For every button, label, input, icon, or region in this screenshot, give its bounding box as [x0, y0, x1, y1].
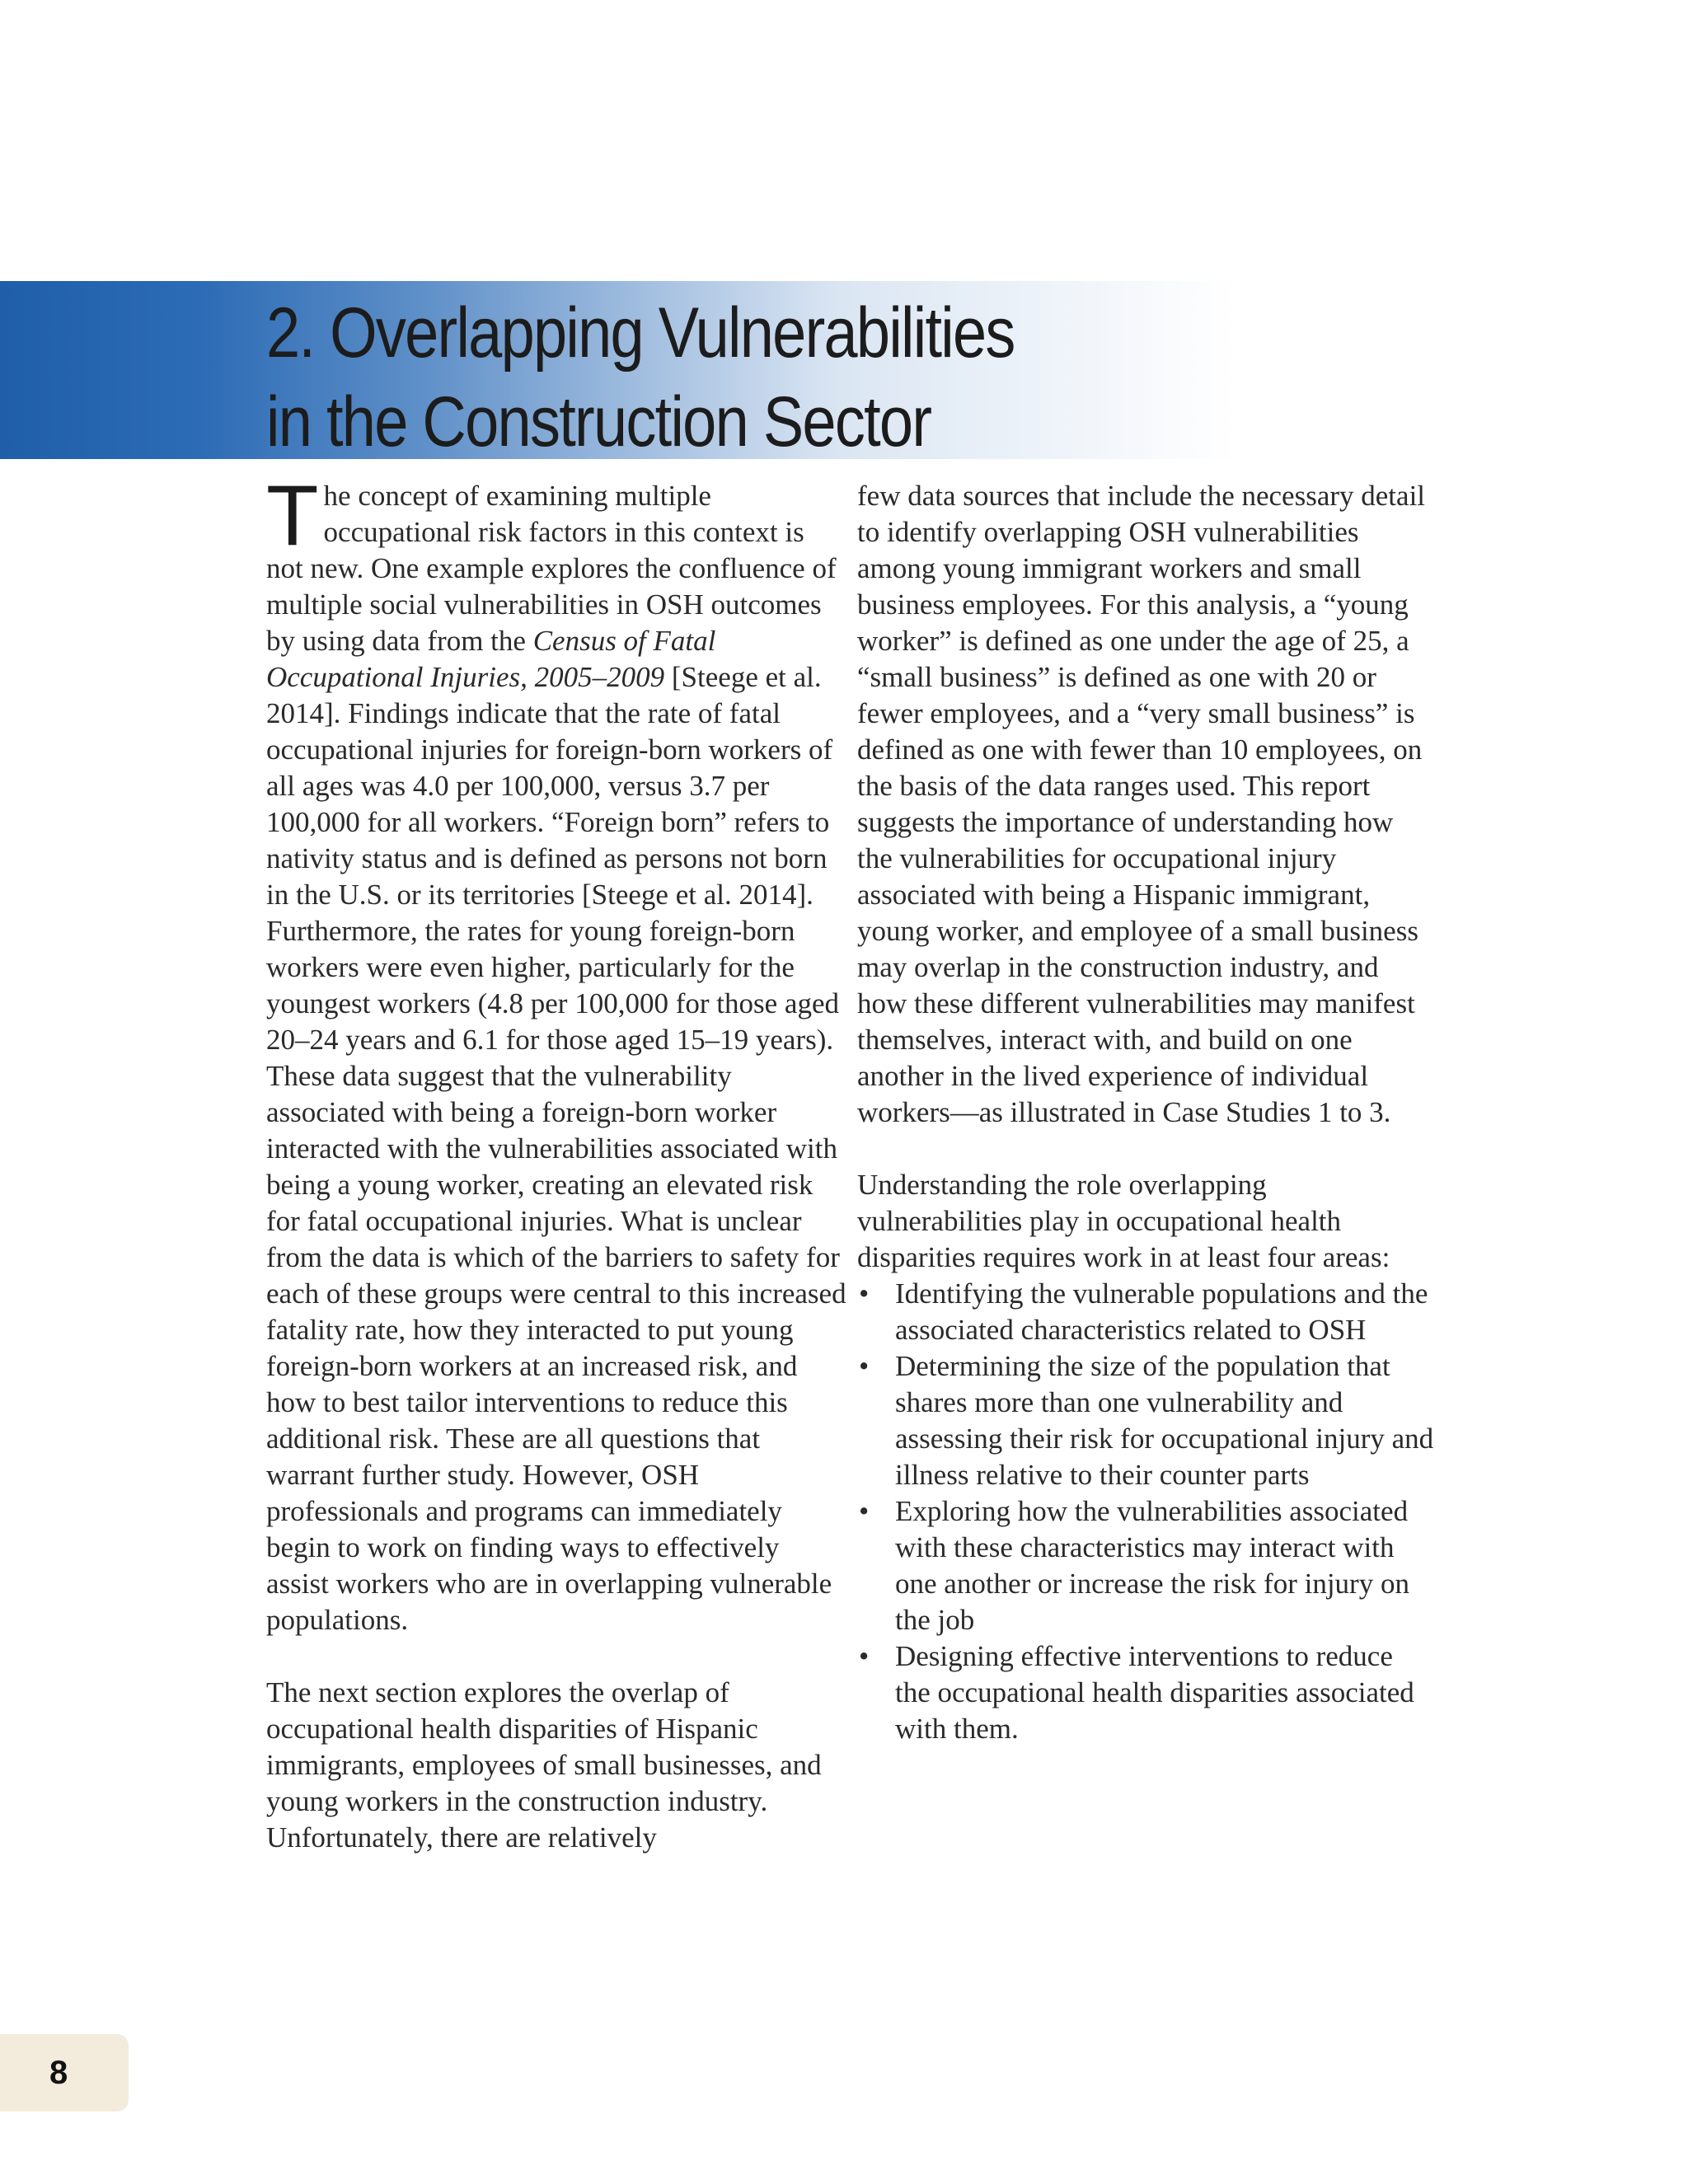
list-item: • Identifying the vulnerable populations and the associated characteristics related to OSH — [857, 1276, 1434, 1348]
census-citation: Census of Fatal Occupational Injuries, 2005–2009 — [266, 625, 716, 693]
chapter-title-line-1: 2. Overlapping Vulnerabilities — [266, 293, 1015, 373]
next-section-paragraph: The next section explores the overlap of occupational health disparities of Hispanic immigrants, employees of small businesses, and young workers in the construction industry. Unfortunately, there are relatively — [266, 1676, 822, 1854]
list-item: • Designing effective interventions to reduce the occupational health disparities associated with them. — [857, 1638, 1434, 1747]
four-areas-intro: Understanding the role overlapping vulnerabilities play in occupational health disparities requires work in at least four areas: — [857, 1169, 1390, 1273]
intro-text-part-2: [Steege et al. 2014]. Findings indicate that the rate of fatal occupational injuries for foreign-born workers of all ages was 4.0 per 100,000, versus 3.7 per 100,000 for all workers. “Foreign born” refers to nativity status and is defined as persons not born in the U.S. or its territories [Steege et al. 2014]. Furthermore, the rates for young foreign-born workers were even higher, particularly for the youngest workers (4.8 per 100,000 for those aged 20–24 years and 6.1 for those aged 15–19 years). These data suggest that the vulnerability associated with being a foreign-born worker interacted with the vulnerabilities associated with being a young worker, creating an elevated risk for fatal occupational injuries. What is unclear from the data is which of the barriers to safety for each of these groups were central to this increased fatality rate, how they interacted to put young foreign-born workers at an increased risk, and how to best tailor interventions to reduce this additional risk. These are all questions that warrant further study. However, OSH professionals and programs can immediately begin to work on finding ways to effectively assist workers who are in overlapping vulnerable populations. — [266, 661, 846, 1636]
data-sources-paragraph: few data sources that include the necessary detail to identify overlapping OSH vulnerabilities among young immigrant workers and small business employees. For this analysis, a “young worker” is defined as one under the age of 25, a “small business” is defined as one with 20 or fewer employees, and a “very small business” is defined as one with fewer than 10 employees, on the basis of the data ranges used. This report suggests the importance of understanding how the vulnerabilities for occupational injury associated with being a Hispanic immigrant, young worker, and employee of a small business may overlap in the construction industry, and how these different vulnerabilities may manifest themselves, interact with, and build on one another in the lived experience of individual workers—as illustrated in Case Studies 1 to 3. — [857, 480, 1426, 1128]
chapter-title-line-2: in the Construction Sector — [266, 382, 931, 462]
drop-cap: T — [266, 468, 319, 564]
right-column — [857, 478, 1434, 1747]
left-column — [266, 468, 847, 1856]
list-item: • Determining the size of the population that shares more than one vulnerability and assessing their risk for occupational injury and illness relative to their counter parts — [857, 1348, 1434, 1493]
intro-paragraph — [266, 468, 847, 1638]
page-number: 8 — [49, 2055, 68, 2091]
intro-text-part-1: he concept of examining multiple occupational risk factors in this context is not new. One example explores the confluence of multiple social vulnerabilities in OSH outcomes by using data from the — [266, 480, 837, 657]
list-item: • Exploring how the vulnerabilities associated with these characteristics may interact with one another or increase the risk for injury on the job — [857, 1493, 1434, 1638]
four-areas-list — [857, 1276, 1434, 1747]
chapter-title — [266, 288, 1015, 466]
